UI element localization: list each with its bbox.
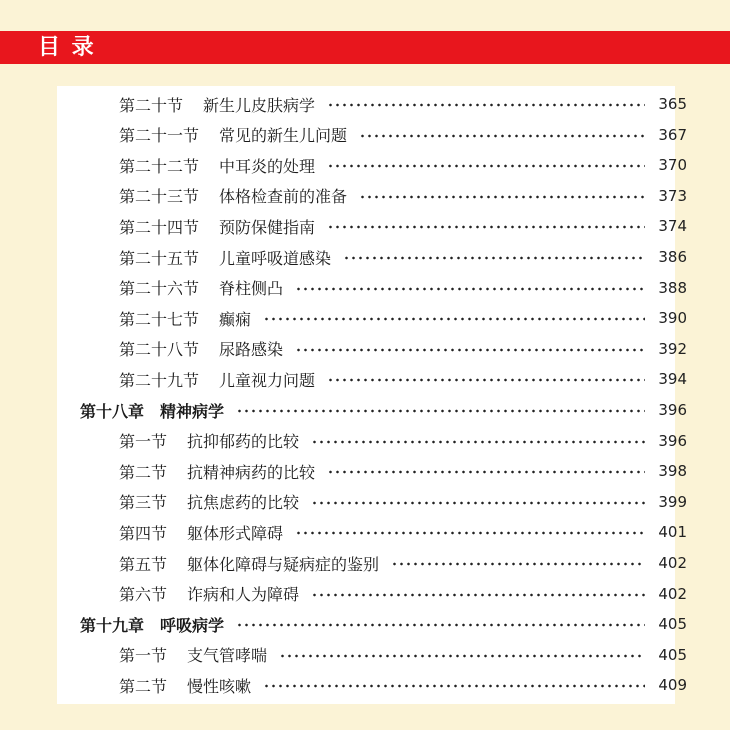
page-number: 405 <box>658 645 687 664</box>
section-title: 中耳炎的处理 <box>219 156 316 176</box>
section-title: 诈病和人为障碍 <box>187 585 300 605</box>
toc-chapter-row <box>80 609 687 639</box>
dot-leader <box>359 194 645 200</box>
page-number: 392 <box>658 339 687 358</box>
section-label: 第二十六节 <box>119 279 200 299</box>
page-number: 398 <box>658 462 687 481</box>
page-number: 401 <box>658 523 687 542</box>
toc-section-row <box>119 181 687 211</box>
dot-leader <box>295 530 645 536</box>
section-title: 新生儿皮肤病学 <box>203 95 316 115</box>
page-number: 386 <box>658 248 687 266</box>
page-number: 399 <box>658 492 687 511</box>
section-label: 第五节 <box>119 554 168 574</box>
section-label: 第四节 <box>119 523 168 543</box>
chapter-title: 精神病学 <box>160 401 225 421</box>
dot-leader <box>311 500 645 506</box>
dot-leader <box>359 133 645 139</box>
toc-section-row <box>119 487 687 517</box>
toc-section-row <box>119 517 687 547</box>
toc-section-row <box>119 456 687 486</box>
dot-leader <box>279 653 645 659</box>
dot-leader <box>327 163 645 169</box>
dot-leader <box>311 592 645 598</box>
section-title: 癫痫 <box>219 309 252 329</box>
section-label: 第一节 <box>119 646 168 666</box>
toc-section-row <box>119 579 687 609</box>
page-title: 目 录 <box>38 35 96 60</box>
section-label: 第一节 <box>119 432 168 452</box>
toc-section-row <box>119 670 687 700</box>
section-title: 儿童视力问题 <box>219 370 316 390</box>
top-background-strip <box>0 0 730 30</box>
toc-section-row <box>119 334 687 364</box>
section-title: 脊柱侧凸 <box>219 279 284 299</box>
page-number: 388 <box>658 278 687 297</box>
dot-leader <box>295 286 645 292</box>
toc-section-row <box>119 548 687 578</box>
toc-section-row <box>119 364 687 394</box>
toc-section-row <box>119 640 687 670</box>
section-label: 第二十七节 <box>119 309 200 329</box>
page-number: 367 <box>658 125 687 144</box>
toc-section-row <box>119 273 687 303</box>
toc-section-row <box>119 89 687 119</box>
page-number: 394 <box>658 370 687 389</box>
header-bar <box>0 31 730 64</box>
page-number: 365 <box>658 95 687 113</box>
section-label: 第二节 <box>119 676 168 696</box>
section-title: 抗抑郁药的比较 <box>187 432 300 452</box>
page-number: 405 <box>658 615 687 634</box>
section-title: 常见的新生儿问题 <box>219 126 348 146</box>
section-label: 第二十节 <box>119 95 184 115</box>
section-label: 第二十四节 <box>119 217 200 237</box>
dot-leader <box>236 622 645 628</box>
section-title: 抗精神病药的比较 <box>187 462 316 482</box>
page-number: 396 <box>658 401 687 419</box>
page-number: 370 <box>658 156 687 175</box>
section-label: 第六节 <box>119 585 168 605</box>
dot-leader <box>311 439 645 445</box>
page-number: 402 <box>658 584 687 603</box>
section-label: 第二节 <box>119 462 168 482</box>
dot-leader <box>327 469 645 475</box>
chapter-label: 第十九章 <box>80 615 145 635</box>
section-label: 第二十五节 <box>119 248 200 268</box>
section-title: 慢性咳嗽 <box>187 676 252 696</box>
section-title: 躯体形式障碍 <box>187 523 284 543</box>
toc-section-row <box>119 242 687 272</box>
section-title: 预防保健指南 <box>219 217 316 237</box>
section-label: 第二十二节 <box>119 156 200 176</box>
chapter-label: 第十八章 <box>80 401 145 421</box>
toc-section-row <box>119 426 687 456</box>
section-title: 支气管哮喘 <box>187 646 268 666</box>
toc-panel <box>57 86 687 704</box>
section-label: 第二十九节 <box>119 370 200 390</box>
section-title: 儿童呼吸道感染 <box>219 248 332 268</box>
page-number: 402 <box>658 554 687 572</box>
toc-section-row <box>119 120 687 150</box>
dot-leader <box>327 224 645 230</box>
dot-leader <box>391 561 645 567</box>
dot-leader <box>263 683 645 689</box>
chapter-title: 呼吸病学 <box>160 615 225 635</box>
dot-leader <box>327 377 645 383</box>
toc-chapter-row <box>80 395 687 425</box>
dot-leader <box>327 102 645 108</box>
section-label: 第二十一节 <box>119 126 200 146</box>
page-number: 373 <box>658 186 687 205</box>
toc-section-row <box>119 211 687 241</box>
section-label: 第二十八节 <box>119 340 200 360</box>
dot-leader <box>343 255 645 261</box>
section-label: 第二十三节 <box>119 187 200 207</box>
dot-leader <box>236 408 645 414</box>
dot-leader <box>295 347 645 353</box>
page-number: 409 <box>658 676 687 695</box>
page-number: 390 <box>658 309 687 328</box>
page-number: 374 <box>658 217 687 236</box>
toc-section-row <box>119 150 687 180</box>
dot-leader <box>263 316 645 322</box>
toc-section-row <box>119 303 687 333</box>
section-title: 抗焦虑药的比较 <box>187 493 300 513</box>
section-label: 第三节 <box>119 493 168 513</box>
section-title: 体格检查前的准备 <box>219 187 348 207</box>
section-title: 尿路感染 <box>219 340 284 360</box>
page-number: 396 <box>658 431 687 450</box>
section-title: 躯体化障碍与疑病症的鉴别 <box>187 554 380 574</box>
